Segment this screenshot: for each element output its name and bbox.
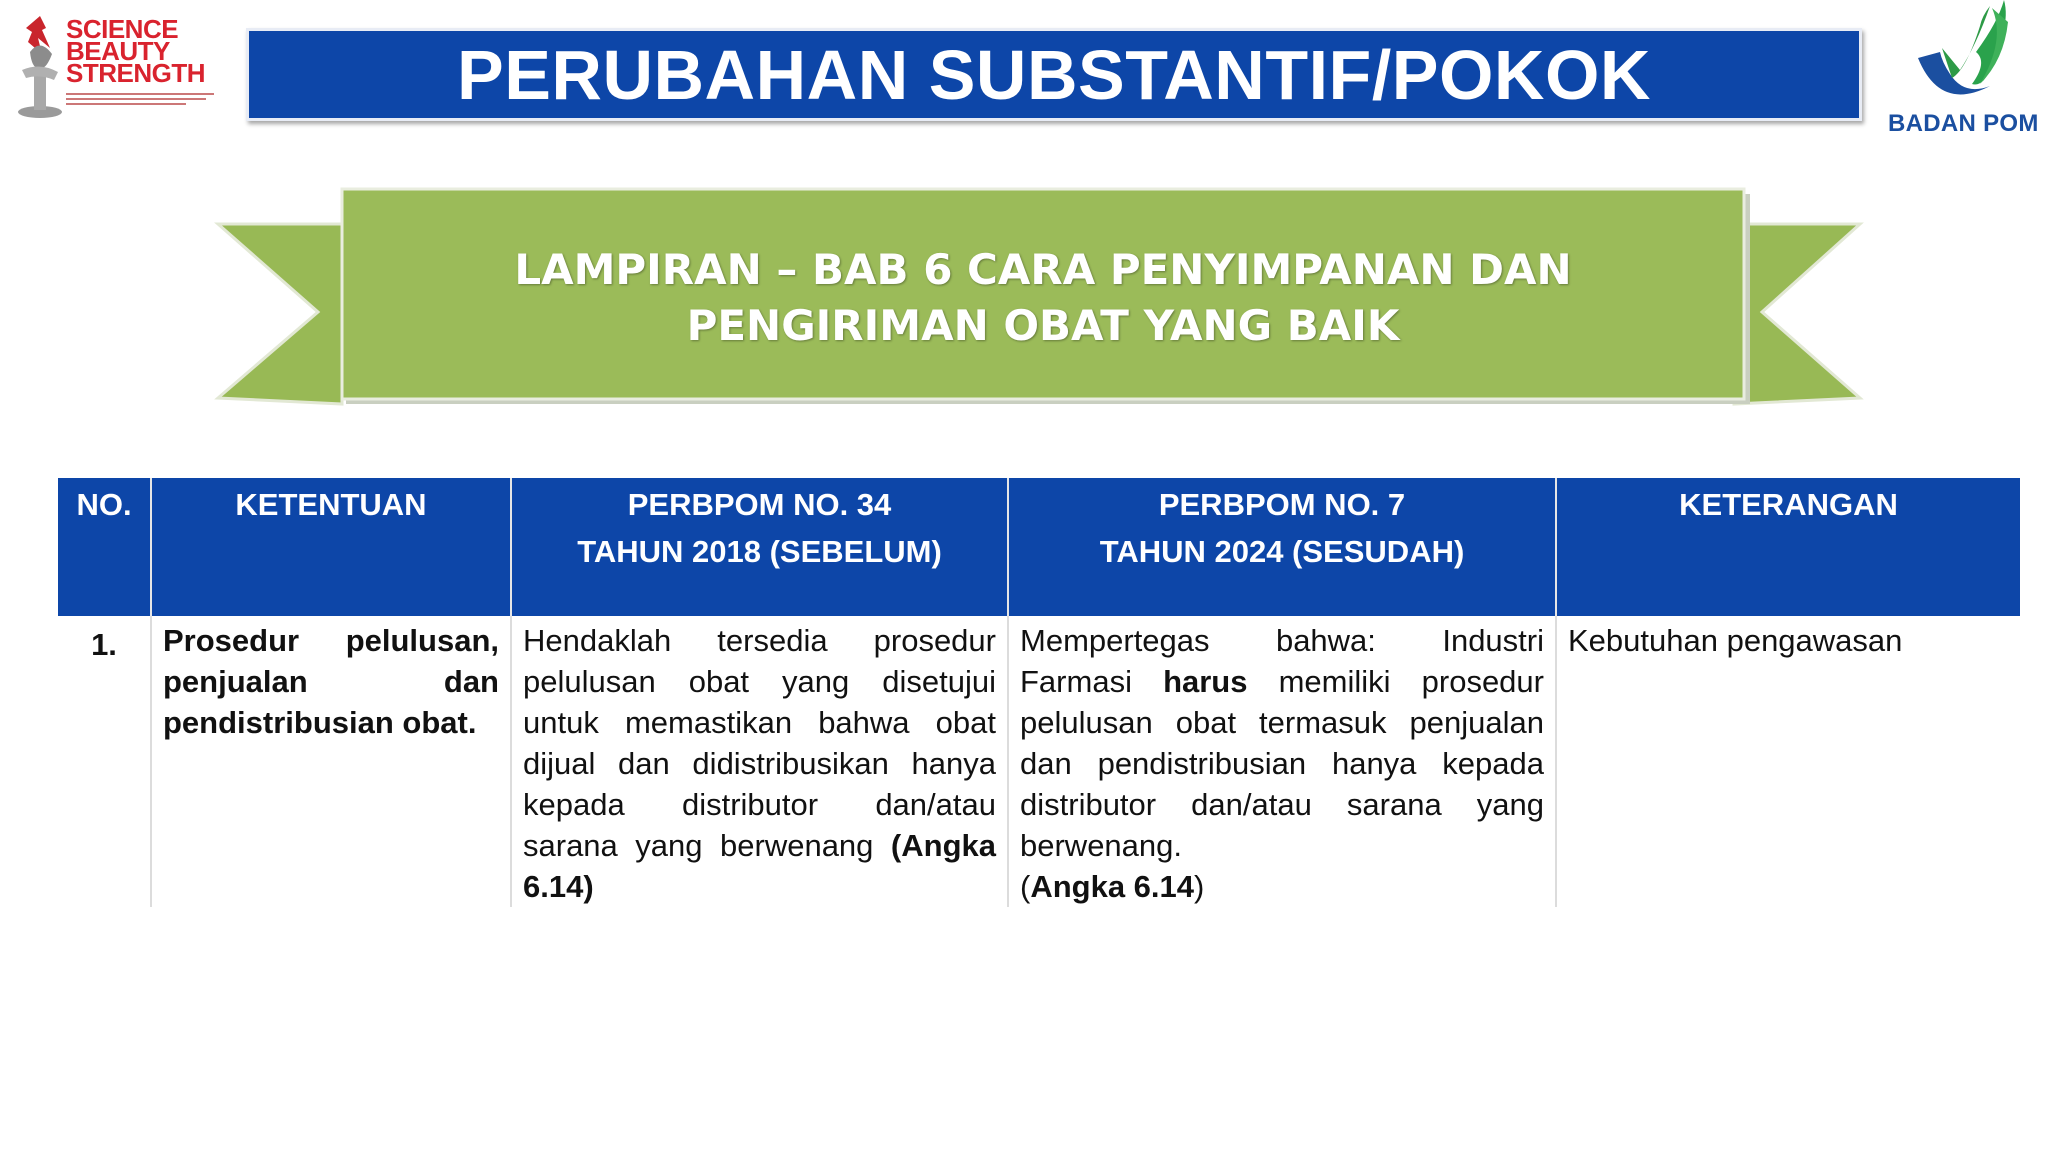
section-ribbon-banner — [214, 186, 1864, 406]
changes-table — [58, 478, 2020, 907]
table-header-row — [58, 478, 2020, 616]
badan-pom-logo — [1880, 0, 2048, 140]
header-sebelum-line1: PERBPOM NO. 34 — [627, 487, 892, 522]
science-beauty-strength-emblem-icon — [12, 8, 68, 120]
badan-pom-text: BADAN POM — [1888, 110, 2039, 137]
header-keterangan: KETERANGAN — [1556, 478, 2020, 616]
header-sesudah-line2: TAHUN 2024 (SESUDAH) — [1099, 534, 1465, 569]
header-no: NO. — [58, 478, 151, 616]
title-bar — [246, 28, 1862, 121]
table-row — [58, 616, 2020, 907]
cell-keterangan: Kebutuhan pengawasan — [1556, 616, 2020, 907]
header-ketentuan: KETENTUAN — [151, 478, 511, 616]
cell-sesudah-pre: Mempertegas bahwa: Industri Farmasi — [1020, 623, 1544, 699]
science-beauty-strength-logo — [8, 6, 218, 121]
cell-no: 1. — [91, 627, 117, 662]
cell-sesudah-ref-open: ( — [1020, 869, 1031, 904]
badan-pom-swoosh-icon — [1880, 0, 2048, 110]
cell-sesudah-ref-close: ) — [1194, 869, 1205, 904]
cell-sebelum-text: Hendaklah tersedia prosedur pelulusan obat yang disetujui untuk memastikan bahwa obat dijual dan didistribusikan hanya kepada distributor dan/atau sarana yang berwenang — [523, 623, 996, 863]
cell-sesudah-ref: Angka 6.14 — [1030, 869, 1195, 904]
cell-sesudah-post: memiliki prosedur pelulusan obat termasuk penjualan dan pendistribusian hanya kepada distributor dan/atau sarana yang berwenang. — [1020, 664, 1544, 863]
cell-sesudah-bold: harus — [1163, 664, 1248, 699]
logo-line-beauty: BEAUTY — [66, 36, 170, 66]
header-sesudah — [1008, 478, 1556, 616]
banner-title — [342, 242, 1744, 354]
cell-sebelum — [511, 616, 1008, 907]
header-sebelum — [511, 478, 1008, 616]
cell-sesudah — [1008, 616, 1556, 907]
header-sebelum-line2: TAHUN 2018 (SEBELUM) — [577, 534, 942, 569]
banner-line-1: LAMPIRAN – BAB 6 CARA PENYIMPANAN DAN — [514, 245, 1572, 294]
header-sesudah-line1: PERBPOM NO. 7 — [1158, 487, 1406, 522]
logo-fine-print — [66, 92, 216, 106]
banner-line-2: PENGIRIMAN OBAT YANG BAIK — [686, 301, 1400, 350]
logo-line-strength: STRENGTH — [66, 58, 205, 88]
page-title: PERUBAHAN SUBSTANTIF/POKOK — [457, 35, 1651, 114]
cell-sebelum-ref: (Angka 6.14) — [523, 828, 996, 904]
logo-line-science: SCIENCE — [66, 14, 179, 44]
cell-ketentuan: Prosedur pelulusan, penjualan dan pendistribusian obat. — [151, 616, 511, 907]
